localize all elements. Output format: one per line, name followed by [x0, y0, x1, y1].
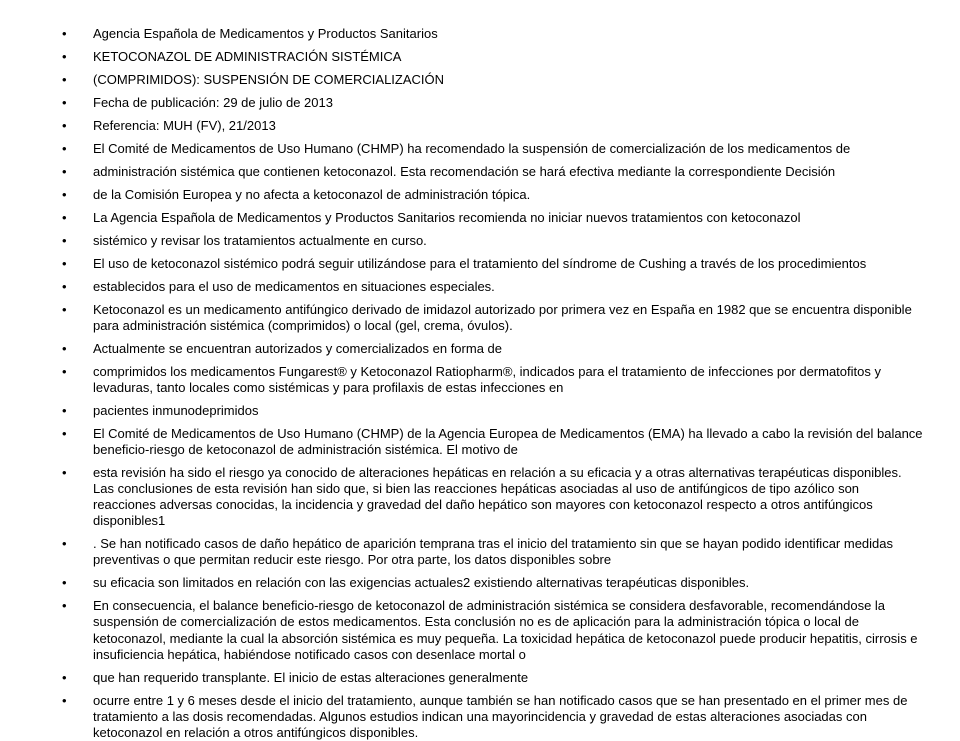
list-item: [0, 403, 960, 419]
list-item: [0, 72, 960, 88]
paragraph: que han requerido transplante. El inicio de estas alteraciones generalmente: [93, 669, 529, 685]
list-item: [0, 279, 960, 295]
bullet-marker: •: [62, 575, 67, 591]
paragraph: esta revisión ha sido el riesgo ya conocido de alteraciones hepáticas en relación a su eficacia y a otras alternativas terapéuticas disponibles. Las conclusiones de esta revisión han sido que, si bien las reacciones hepáticas asociadas al uso de antifúngicos de tipo azólico son reacciones adversas conocidas, la incidencia y gravedad del daño hepático son mayores con ketoconazol respecto a otros antifúngicos disponibles1: [93, 465, 902, 529]
bullet-marker: •: [62, 48, 67, 64]
list-item: [0, 598, 960, 662]
list-item: [0, 341, 960, 357]
paragraph: En consecuencia, el balance beneficio-riesgo de ketoconazol de administración sistémica se considera desfavorable, recomendándose la suspensión de comercialización de estos medicamentos. Esta conclusión no es de aplicación para la administración tópica o local de ketoconazol, mediante la cual la absorción sistémica es muy pequeña. La toxicidad hepática de ketoconazol puede producir hepatitis, cirrosis e insuficiencia hepática, habiéndose notificado casos con desenlace mortal o: [93, 598, 918, 662]
paragraph: El uso de ketoconazol sistémico podrá seguir utilizándose para el tratamiento del síndrome de Cushing a través de los procedimientos: [93, 255, 867, 271]
bullet-marker: •: [62, 117, 67, 133]
paragraph: El Comité de Medicamentos de Uso Humano (CHMP) ha recomendado la suspensión de comercialización de los medicamentos de: [93, 140, 851, 156]
bullet-marker: •: [62, 425, 67, 441]
bullet-marker: •: [62, 140, 67, 156]
paragraph: establecidos para el uso de medicamentos en situaciones especiales.: [93, 278, 495, 294]
list-item: [0, 141, 960, 157]
bullet-marker: •: [62, 71, 67, 87]
paragraph: El Comité de Medicamentos de Uso Humano (CHMP) de la Agencia Europea de Medicamentos (EMA) ha llevado a cabo la revisión del balance beneficio-riesgo de ketoconazol de administración sistémica. El motivo de: [93, 425, 923, 458]
list-item: [0, 302, 960, 334]
bullet-marker: •: [62, 536, 67, 552]
bullet-marker: •: [62, 692, 67, 708]
list-item: [0, 465, 960, 529]
list-item: [0, 164, 960, 180]
list-item: [0, 118, 960, 134]
bullet-marker: •: [62, 402, 67, 418]
bullet-marker: •: [62, 186, 67, 202]
list-item: [0, 575, 960, 591]
bullet-marker: •: [62, 340, 67, 356]
reference-number: Referencia: MUH (FV), 21/2013: [93, 117, 276, 133]
list-item: [0, 26, 960, 42]
paragraph: Actualmente se encuentran autorizados y comercializados en forma de: [93, 340, 502, 356]
document-title-line-2: (COMPRIMIDOS): SUSPENSIÓN DE COMERCIALIZACIÓN: [93, 71, 445, 87]
paragraph: ocurre entre 1 y 6 meses desde el inicio del tratamiento, aunque también se han notificado casos que se han presentado en el primer mes de tratamiento a las dosis recomendadas. Algunos estudios indican una mayorincidencia y gravedad de estas alteraciones asociadas con ketoconazol en relación a otros antifúngicos disponibles.: [93, 692, 908, 740]
bullet-marker: •: [62, 94, 67, 110]
paragraph: sistémico y revisar los tratamientos actualmente en curso.: [93, 232, 427, 248]
bullet-marker: •: [62, 163, 67, 179]
bullet-marker: •: [62, 598, 67, 614]
paragraph: Ketoconazol es un medicamento antifúngico derivado de imidazol autorizado por primera vez en España en 1982 que se encuentra disponible para administración sistémica (comprimidos) o local (gel, crema, óvulos).: [93, 301, 912, 333]
bullet-marker: •: [62, 209, 67, 225]
bullet-marker: •: [62, 363, 67, 379]
paragraph: . Se han notificado casos de daño hepático de aparición temprana tras el inicio del tratamiento sin que se hayan podido identificar medidas preventivas o que permitan reducir este riesgo. Por otra parte, los datos disponibles sobre: [93, 536, 894, 568]
agency-name: Agencia Española de Medicamentos y Productos Sanitarios: [93, 26, 438, 41]
list-item: [0, 210, 960, 226]
document-title-line-1: KETOCONAZOL DE ADMINISTRACIÓN SISTÉMICA: [93, 48, 402, 64]
bullet-marker: •: [62, 278, 67, 294]
list-item: [0, 364, 960, 396]
bullet-marker: •: [62, 26, 67, 41]
list-item: [0, 49, 960, 65]
paragraph: de la Comisión Europea y no afecta a ketoconazol de administración tópica.: [93, 186, 531, 202]
paragraph: La Agencia Española de Medicamentos y Productos Sanitarios recomienda no iniciar nuevos tratamientos con ketoconazol: [93, 209, 801, 225]
bullet-marker: •: [62, 465, 67, 481]
bullet-marker: •: [62, 232, 67, 248]
paragraph: administración sistémica que contienen ketoconazol. Esta recomendación se hará efectiva mediante la correspondiente Decisión: [93, 163, 836, 179]
publication-date: Fecha de publicación: 29 de julio de 2013: [93, 94, 333, 110]
list-item: [0, 426, 960, 458]
list-item: [0, 256, 960, 272]
bullet-marker: •: [62, 669, 67, 685]
paragraph: su eficacia son limitados en relación con las exigencias actuales2 existiendo alternativas terapéuticas disponibles.: [93, 575, 750, 591]
list-item: [0, 233, 960, 249]
bullet-marker: •: [62, 301, 67, 317]
list-item: [0, 693, 960, 741]
list-item: [0, 95, 960, 111]
list-item: [0, 187, 960, 203]
list-item: [0, 670, 960, 686]
paragraph: comprimidos los medicamentos Fungarest® y Ketoconazol Ratiopharm®, indicados para el tratamiento de infecciones por dermatofitos y levaduras, tanto locales como sistémicas y para profilaxis de estas infecciones en: [93, 363, 881, 395]
paragraph: pacientes inmunodeprimidos: [93, 402, 259, 418]
document-bullet-list: [0, 26, 960, 741]
list-item: [0, 536, 960, 568]
bullet-marker: •: [62, 255, 67, 271]
